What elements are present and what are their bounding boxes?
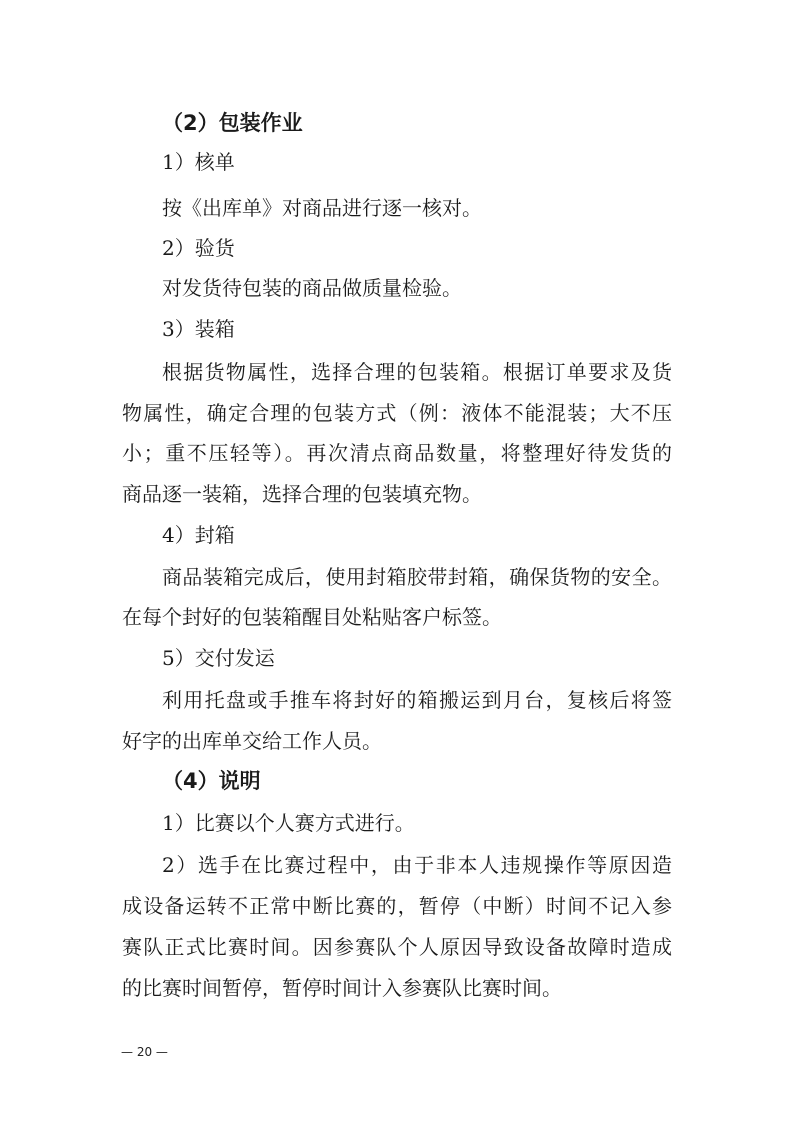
- paragraph-line: 小；重不压轻等）。再次清点商品数量，将整理好待发货的: [122, 441, 672, 465]
- paragraph-line: 的比赛时间暂停，暂停时间计入参赛队比赛时间。: [122, 976, 562, 1000]
- paragraph-line: 1）比赛以个人赛方式进行。: [162, 811, 415, 835]
- subheading-check-order: 1）核单: [162, 150, 235, 174]
- paragraph-line: 按《出库单》对商品进行逐一核对。: [162, 196, 482, 220]
- page-number: — 20 —: [121, 1045, 168, 1059]
- paragraph-line: 在每个封好的包装箱醒目处粘贴客户标签。: [122, 605, 502, 629]
- subheading-sealing: 4）封箱: [162, 523, 235, 547]
- paragraph-line: 好字的出库单交给工作人员。: [122, 729, 382, 753]
- paragraph-line: 利用托盘或手推车将封好的箱搬运到月台，复核后将签: [162, 688, 672, 712]
- subheading-inspect-goods: 2）验货: [162, 236, 235, 260]
- section-heading-packaging: （2）包装作业: [162, 111, 303, 135]
- subheading-boxing: 3）装箱: [162, 317, 235, 341]
- paragraph-line: 根据货物属性，选择合理的包装箱。根据订单要求及货: [162, 360, 672, 384]
- paragraph-line: 赛队正式比赛时间。因参赛队个人原因导致设备故障时造成: [122, 935, 672, 959]
- paragraph-line: 成设备运转不正常中断比赛的，暂停（中断）时间不记入参: [122, 894, 672, 918]
- subheading-delivery: 5）交付发运: [162, 646, 275, 670]
- paragraph-line: 商品逐一装箱，选择合理的包装填充物。: [122, 482, 482, 506]
- paragraph-line: 对发货待包装的商品做质量检验。: [162, 276, 462, 300]
- paragraph-line: 2）选手在比赛过程中，由于非本人违规操作等原因造: [162, 853, 672, 877]
- paragraph-line: 商品装箱完成后，使用封箱胶带封箱，确保货物的安全。: [162, 565, 672, 589]
- paragraph-line: 物属性，确定合理的包装方式（例：液体不能混装；大不压: [122, 401, 672, 425]
- section-heading-notes: （4）说明: [162, 769, 261, 793]
